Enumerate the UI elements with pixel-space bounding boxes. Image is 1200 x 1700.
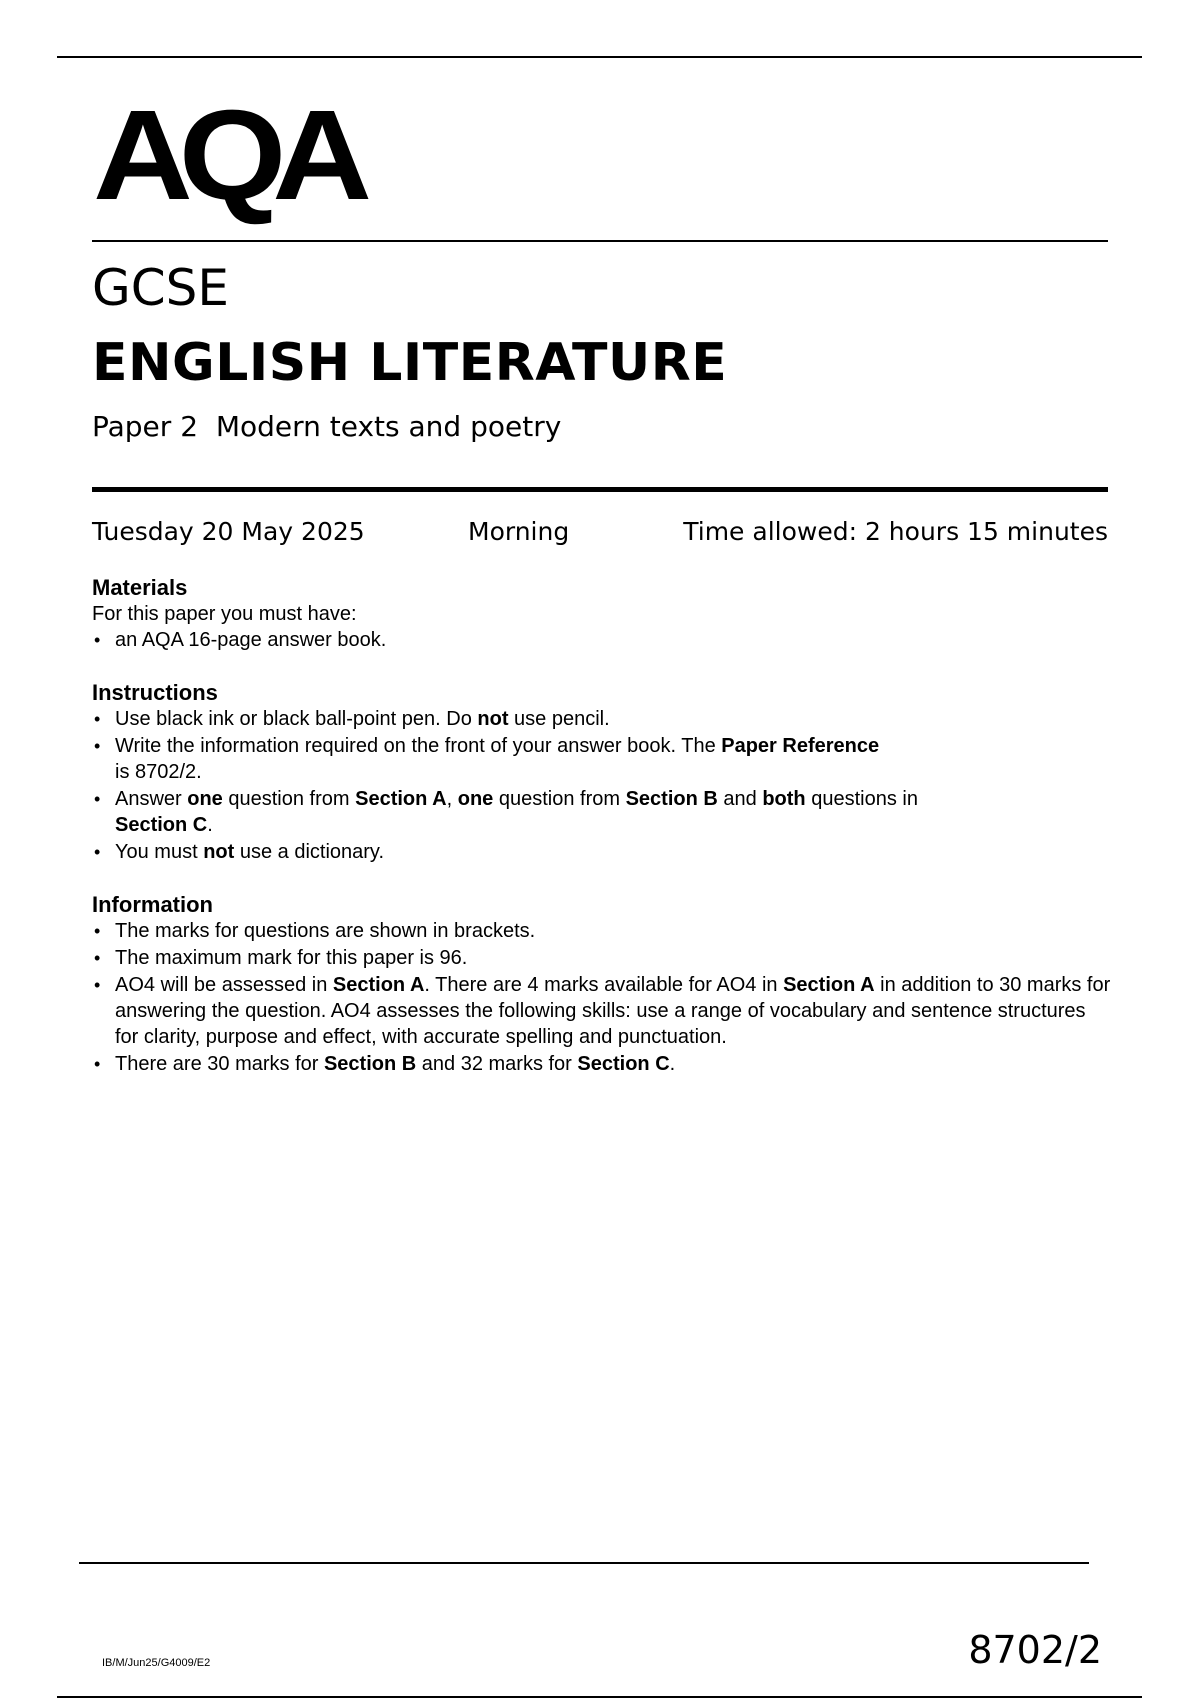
list-item: • You must not use a dictionary.	[92, 839, 1112, 865]
time-allowed: Time allowed: 2 hours 15 minutes	[683, 517, 1108, 546]
bottom-rule	[57, 1696, 1142, 1698]
exam-date: Tuesday 20 May 2025	[92, 517, 365, 546]
paper-title: Paper 2 Modern texts and poetry	[92, 410, 562, 443]
thick-rule	[92, 487, 1108, 492]
materials-list	[92, 627, 1112, 653]
list-item: • The maximum mark for this paper is 96.	[92, 945, 1112, 971]
instructions-heading: Instructions	[92, 680, 218, 705]
list-item: • Write the information required on the front of your answer book. The Paper Reference is 8702/2.	[92, 733, 1112, 785]
header-rule	[92, 240, 1108, 242]
job-reference: IB/M/Jun25/G4009/E2	[102, 1657, 211, 1669]
information-list	[92, 918, 1112, 1077]
list-item: • Answer one question from Section A, one question from Section B and both questions in Section C.	[92, 786, 1112, 838]
instructions-list	[92, 706, 1112, 865]
subject-title: ENGLISH LITERATURE	[92, 333, 728, 393]
aqa-logo: AQA	[93, 84, 359, 227]
instructions-section	[92, 680, 1112, 866]
list-item: • There are 30 marks for Section B and 32 marks for Section C.	[92, 1051, 1112, 1077]
qualification-title: GCSE	[92, 259, 229, 317]
list-item: • AO4 will be assessed in Section A. There are 4 marks available for AO4 in Section A in addition to 30 marks for answering the question. AO4 assesses the following skills: use a range of vocabulary and sentence structures for clarity, purpose and effect, with accurate spelling and punctuation.	[92, 972, 1112, 1050]
materials-section	[92, 575, 1112, 654]
footer-rule	[79, 1562, 1089, 1564]
top-rule	[57, 56, 1142, 58]
information-heading: Information	[92, 892, 213, 917]
exam-session: Morning	[468, 517, 570, 546]
information-section	[92, 892, 1112, 1078]
list-item: • The marks for questions are shown in brackets.	[92, 918, 1112, 944]
paper-code: 8702/2	[968, 1628, 1102, 1672]
materials-intro: For this paper you must have:	[92, 603, 357, 625]
list-item: • an AQA 16-page answer book.	[92, 627, 1112, 653]
list-item: • Use black ink or black ball-point pen. Do not use pencil.	[92, 706, 1112, 732]
materials-heading: Materials	[92, 575, 188, 600]
